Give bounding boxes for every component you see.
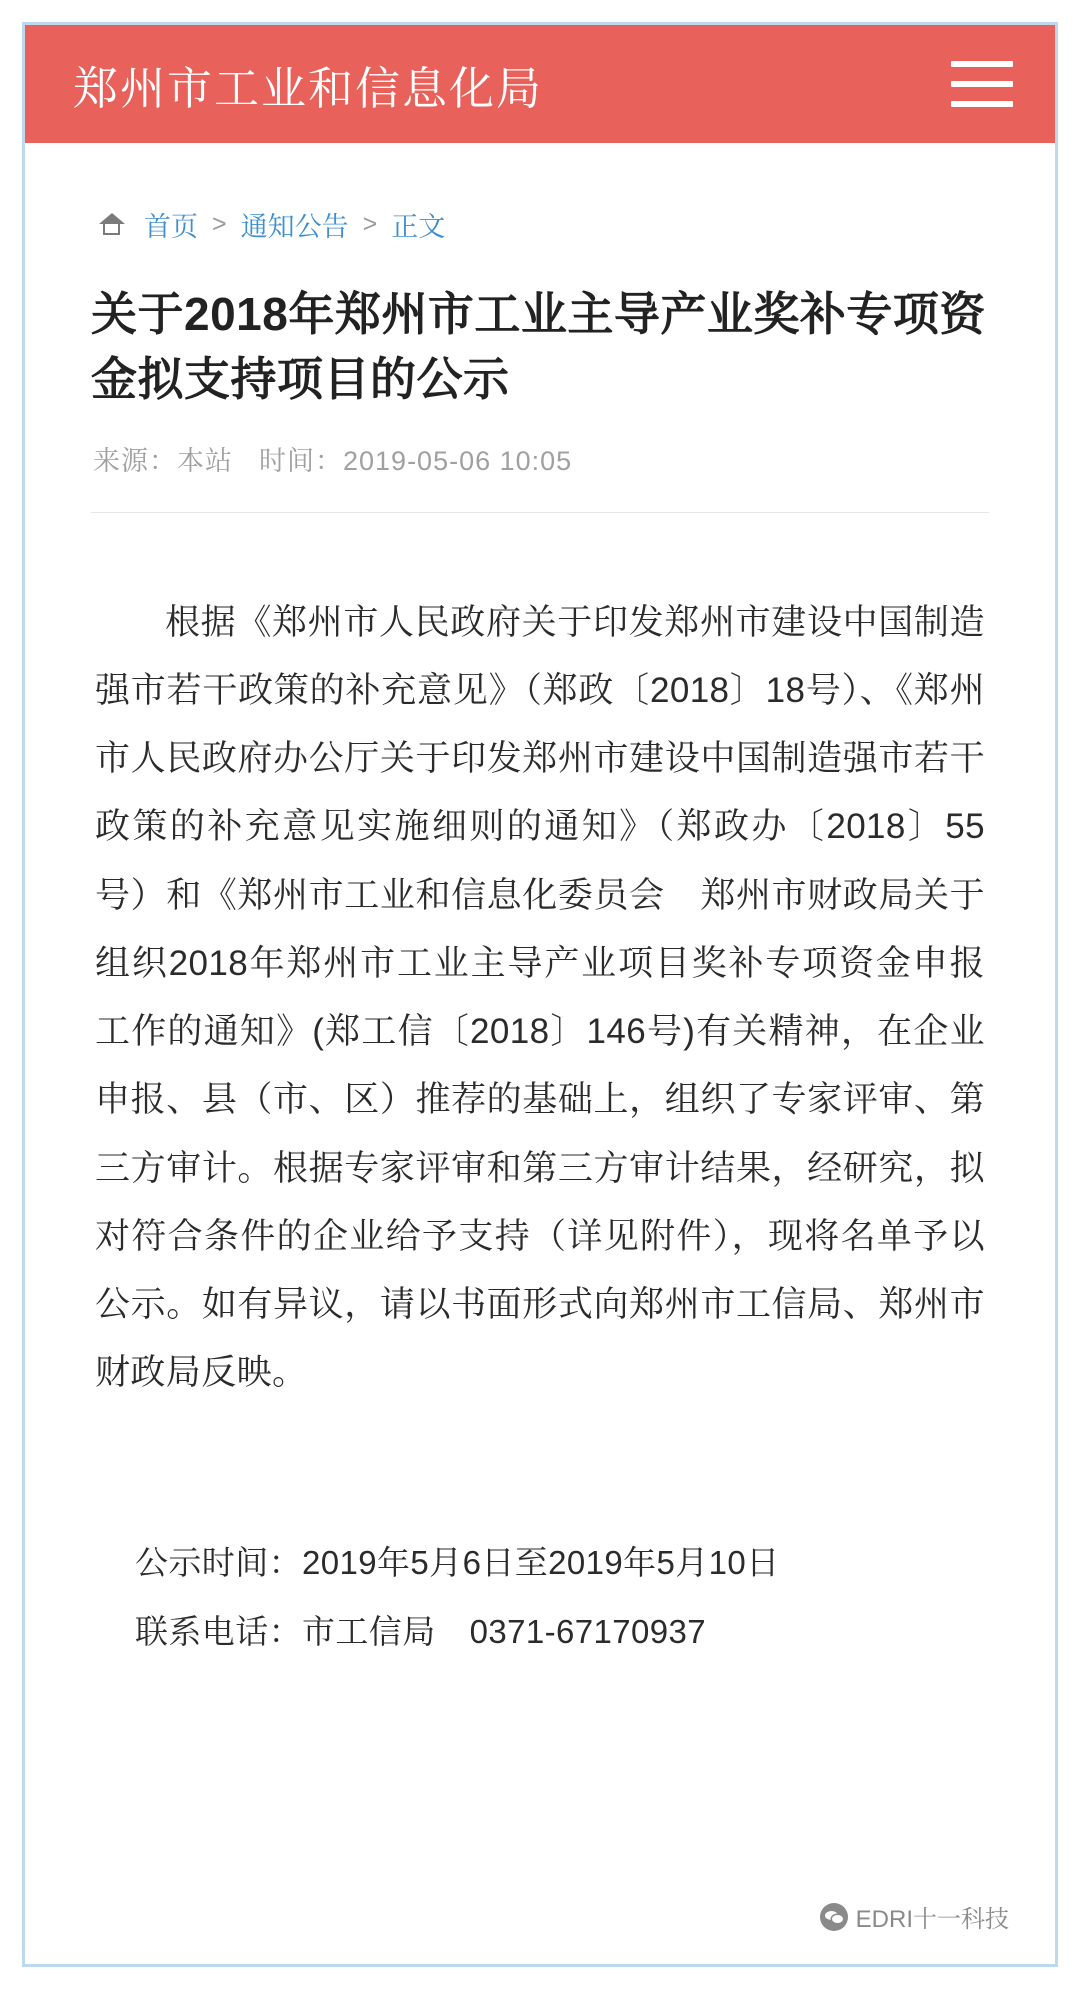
time-value: 2019-05-06 10:05	[343, 445, 573, 476]
source-value: 本站	[177, 445, 233, 476]
article-body	[77, 589, 1003, 1408]
breadcrumb-item-home[interactable]: 首页	[144, 212, 198, 242]
contact-phone: 0371-67170937	[469, 1612, 707, 1650]
article-body-paragraph: 根据《郑州市人民政府关于印发郑州市建设中国制造强市若干政策的补充意见》（郑政〔2018〕18号）、《郑州市人民政府办公厅关于印发郑州市建设中国制造强市若干政策的补充意见实施细则的通知》（郑政办〔2018〕55号）和《郑州市工业和信息化委员会 郑州市财政局关于组织2018年郑州市工业主导产业项目奖补专项资金申报工作的通知》(郑工信〔2018〕146号)有关精神，在企业申报、县（市、区）推荐的基础上，组织了专家评审、第三方审计。根据专家评审和第三方审计结果，经研究，拟对符合条件的企业给予支持（详见附件），现将名单予以公示。如有异议，请以书面形式向郑州市工信局、郑州市财政局反映。	[95, 602, 985, 1393]
breadcrumb	[77, 143, 1003, 244]
article-content	[25, 143, 1055, 1666]
contact-row	[135, 1597, 945, 1666]
watermark	[820, 1899, 1009, 1934]
site-header	[25, 25, 1055, 143]
breadcrumb-separator-1: >	[212, 210, 227, 238]
menu-bar-1	[951, 61, 1013, 67]
page-title: 关于2018年郑州市工业主导产业奖补专项资金拟支持项目的公示	[91, 288, 986, 406]
source-label: 来源：	[93, 445, 177, 476]
home-icon[interactable]	[99, 212, 126, 238]
hamburger-menu-icon[interactable]	[951, 61, 1013, 107]
watermark-text: EDRI十一科技	[855, 1906, 1009, 1933]
article-meta	[77, 439, 1003, 478]
breadcrumb-item-notices[interactable]: 通知公告	[240, 212, 349, 242]
publicity-period: 公示时间：2019年5月6日至2019年5月10日	[135, 1543, 780, 1581]
meta-divider	[91, 512, 989, 513]
time-label: 时间：	[259, 445, 343, 476]
contact-label: 联系电话：	[135, 1612, 302, 1650]
article-page-frame	[22, 22, 1058, 1967]
menu-bar-3	[951, 101, 1013, 107]
menu-bar-2	[951, 81, 1013, 87]
breadcrumb-item-current: 正文	[391, 212, 446, 242]
site-title: 郑州市工业和信息化局	[73, 62, 544, 114]
wechat-icon	[820, 1903, 848, 1931]
breadcrumb-separator-2: >	[362, 210, 378, 238]
article-footer	[77, 1528, 1003, 1667]
contact-office: 市工信局	[302, 1612, 436, 1650]
